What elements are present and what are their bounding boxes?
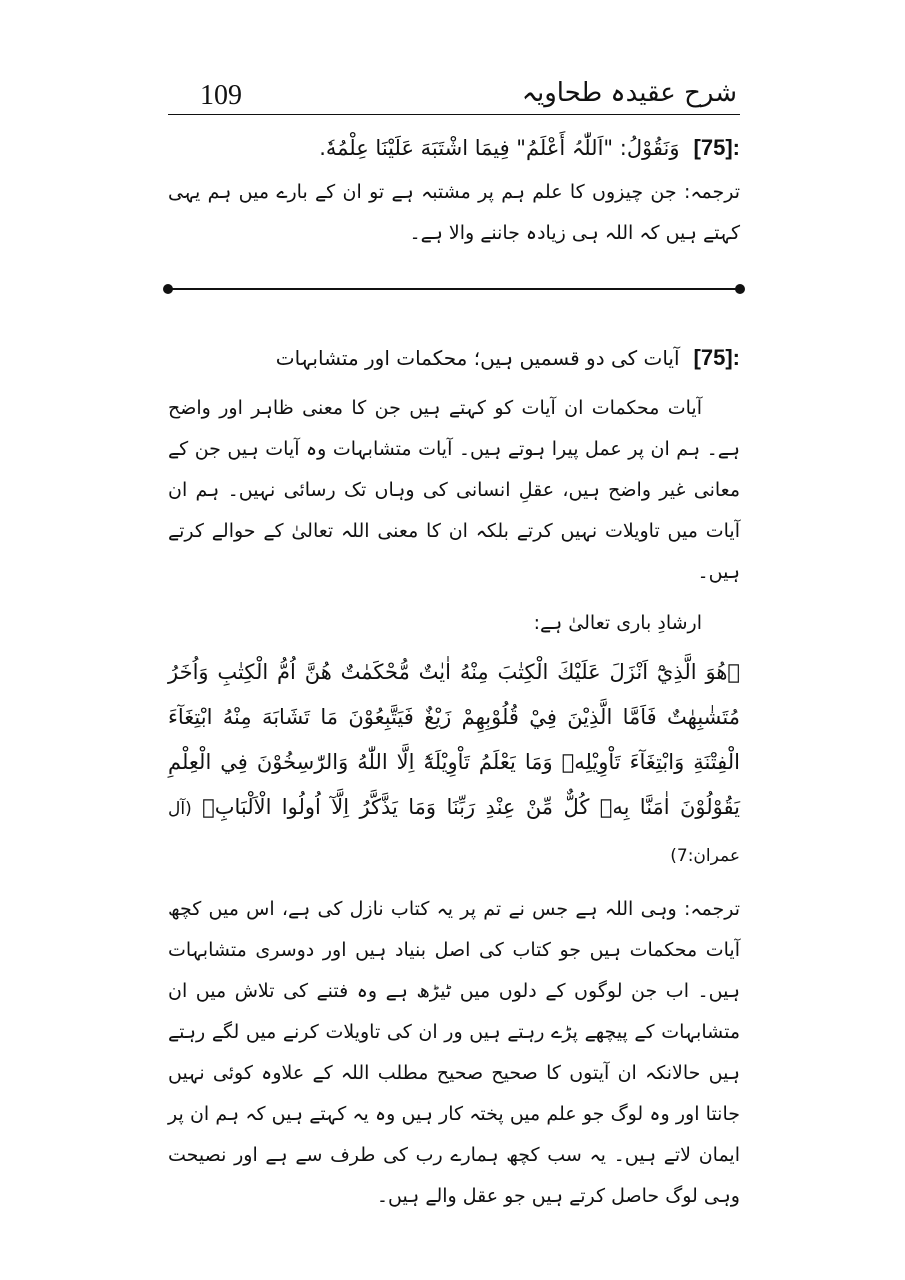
section-2 (168, 338, 740, 1217)
section-1-number: [75]: (693, 135, 740, 160)
verse-reference: (آل عمران:7) (168, 799, 740, 866)
verse-intro: ارشادِ باری تعالیٰ ہے: (533, 612, 702, 634)
section-2-paragraph (168, 388, 740, 593)
section-2-heading-text: آیات کی دو قسمیں ہیں؛ محکمات اور متشابہات (275, 346, 680, 370)
section-divider (168, 288, 740, 290)
header-rule (168, 114, 740, 115)
translation-label: ترجمہ: (683, 898, 741, 920)
section-2-translation (168, 889, 740, 1217)
section-1 (168, 128, 740, 254)
paragraph-text: آیات محکمات ان آیات کو کہتے ہیں جن کا معنی ظاہر اور واضح ہے۔ ہم ان پر عمل پیرا ہوتے ہیں۔ آیات متشابہات وہ آیات ہیں جن کے معانی غیر واضح ہیں، عقلِ انسانی کی وہاں تک رسائی نہیں۔ ہم ان آیات میں تاویلات نہیں کرتے بلکہ ان کا معنی اللہ تعالیٰ کے حوالے کرتے ہیں۔ (168, 397, 740, 583)
divider-dot-right (735, 284, 745, 294)
divider-dot-left (163, 284, 173, 294)
translation-text: وہی اللہ ہے جس نے تم پر یہ کتاب نازل کی ہے، اس میں کچھ آیات محکمات ہیں جو کتاب کی اصل بنیاد ہیں اور دوسری متشابہات ہیں۔ اب جن لوگوں کے دلوں میں ٹیڑھ ہے وہ فتنے کی تلاش میں ان متشابہات کے پیچھے پڑے رہتے ہیں ور ان کی تاویلات کرنے میں لگے رہتے ہیں حالانکہ ان آیتوں کا صحیح صحیح مطلب اللہ کے علاوہ کوئی نہیں جانتا اور وہ لوگ جو علم میں پختہ کار ہیں وہ یہ کہتے ہیں کہ ہم ان پر ایمان لاتے ہیں۔ یہ سب کچھ ہمارے رب کی طرف سے ہے اور نصیحت وہی لوگ حاصل کرتے ہیں جو عقل والے ہیں۔ (168, 898, 740, 1207)
section-2-number: [75]: (693, 345, 740, 370)
translation-label: ترجمہ: (683, 181, 740, 203)
verse-text: ﴿هُوَ الَّذِيْٓ اَنْزَلَ عَلَيْكَ الْكِتٰبَ مِنْهُ اٰيٰتٌ مُّحْكَمٰتٌ هُنَّ اُمُّ الْكِتٰبِ وَاُخَرُ مُتَشٰبِهٰتٌ فَاَمَّا الَّذِيْنَ فِيْ قُلُوْبِهِمْ زَيْغٌ فَيَتَّبِعُوْنَ مَا تَشَابَهَ مِنْهُ ابْتِغَآءَ الْفِتْنَةِ وَابْتِغَآءَ تَاْوِيْلِهٖ وَمَا يَعْلَمُ تَاْوِيْلَهٗٓ اِلَّا اللّٰهُ وَالرّٰسِخُوْنَ فِي الْعِلْمِ يَقُوْلُوْنَ اٰمَنَّا بِهٖ كُلٌّ مِّنْ عِنْدِ رَبِّنَا وَمَا يَذَّكَّرُ اِلَّآ اُولُوا الْاَلْبَابِ﴾ (168, 660, 740, 819)
translation-text: جن چیزوں کا علم ہم پر مشتبہ ہے تو ان کے بارے میں ہم یہی کہتے ہیں کہ اللہ ہی زیادہ جاننے والا ہے۔ (168, 181, 740, 244)
running-header-title: شرح عقیدہ طحاویہ (521, 78, 737, 108)
section-1-heading (168, 128, 740, 168)
section-2-heading (168, 338, 740, 378)
quran-verse (168, 650, 740, 879)
page-number: 109 (200, 80, 242, 111)
section-1-arabic-text: وَنَقُوْلُ: "اَللّٰہُ أَعْلَمُ" فِيمَا اشْتَبَهَ عَلَيْنَا عِلْمُهٗ. (319, 136, 680, 160)
section-1-translation (168, 172, 740, 254)
